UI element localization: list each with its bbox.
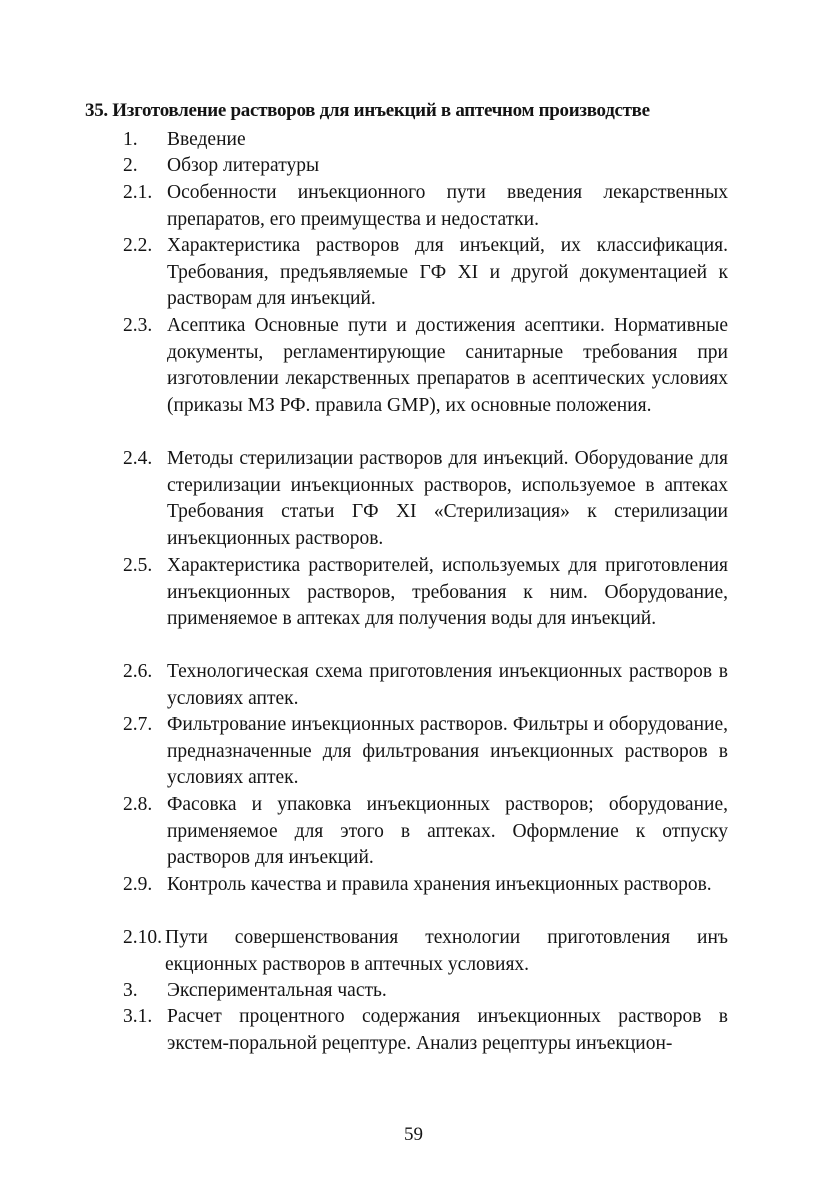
item-text: Характеристика растворителей, используемых для приготовления инъекционных растворов, требования к ним. Оборудование, применяемое в аптеках для получения воды для инъекций. xyxy=(167,555,728,630)
item-text: Особенности инъекционного пути введения лекарственных препаратов, его преимущества и недостатки. xyxy=(167,182,728,230)
item-text: Технологическая схема приготовления инъекционных растворов в условиях аптек. xyxy=(167,661,728,709)
list-item xyxy=(123,978,728,1005)
item-text: Введение xyxy=(167,129,246,150)
item-text: Обзор литературы xyxy=(167,155,320,176)
item-number: 1. xyxy=(123,129,138,150)
item-text: Расчет процентного содержания инъекционных растворов в экстем-поральной рецептуре. Анализ рецептуры инъекцион- xyxy=(167,1006,728,1054)
item-text: Характеристика растворов для инъекций, их классификация. Требования, предъявляемые ГФ XI и другой документацией к растворам для инъекций. xyxy=(167,235,728,310)
item-text: Контроль качества и правила хранения инъекционных растворов. xyxy=(167,874,712,895)
list-item xyxy=(123,233,728,313)
list-item xyxy=(123,659,728,712)
list-item xyxy=(123,180,728,233)
list-item xyxy=(123,553,728,633)
item-number: 2.7. xyxy=(123,714,153,735)
list-item xyxy=(123,127,728,154)
item-number: 2.4. xyxy=(123,448,153,469)
section-heading: 35. Изготовление растворов для инъекций в аптечном производстве xyxy=(85,100,650,121)
item-text: Асептика Основные пути и достижения асептики. Нормативные документы, регламентирующие санитарные требования при изготовлении лекарственных препаратов в асептических условиях (приказы МЗ РФ. правила GMP), их основные положения. xyxy=(167,315,728,416)
item-text: Пути совершенствования технологии приготовления инъ екционных растворов в аптечных условиях. xyxy=(165,927,728,975)
page-number: 59 xyxy=(404,1124,423,1145)
list-item xyxy=(123,925,728,978)
item-number: 3. xyxy=(123,980,138,1001)
list-item xyxy=(123,313,728,419)
list-item xyxy=(123,792,728,872)
item-number: 2.3. xyxy=(123,315,153,336)
item-number: 2. xyxy=(123,155,138,176)
item-number: 2.9. xyxy=(123,874,153,895)
list-item xyxy=(123,446,728,552)
item-text: Фасовка и упаковка инъекционных растворов; оборудование, применяемое для этого в аптеках. Оформление к отпуску растворов для инъекций. xyxy=(167,794,728,869)
list-item xyxy=(123,712,728,792)
item-number: 2.1. xyxy=(123,182,153,203)
item-number: 2.10. xyxy=(123,927,162,948)
item-number: 2.2. xyxy=(123,235,153,256)
item-text: Методы стерилизации растворов для инъекций. Оборудование для стерилизации инъекционных растворов, используемое в аптеках Требования статьи ГФ XI «Стерилизация» к стерилизации инъекционных растворов. xyxy=(167,448,728,549)
item-text: Экспериментальная часть. xyxy=(167,980,387,1001)
list-item xyxy=(123,1004,728,1057)
item-number: 2.6. xyxy=(123,661,153,682)
list-item xyxy=(123,153,728,180)
item-number: 3.1. xyxy=(123,1006,153,1027)
item-number: 2.5. xyxy=(123,555,153,576)
item-text: Фильтрование инъекционных растворов. Фильтры и оборудование, предназначенные для фильтрования инъекционных растворов в условиях аптек. xyxy=(167,714,728,789)
list-item xyxy=(123,872,728,899)
item-number: 2.8. xyxy=(123,794,153,815)
